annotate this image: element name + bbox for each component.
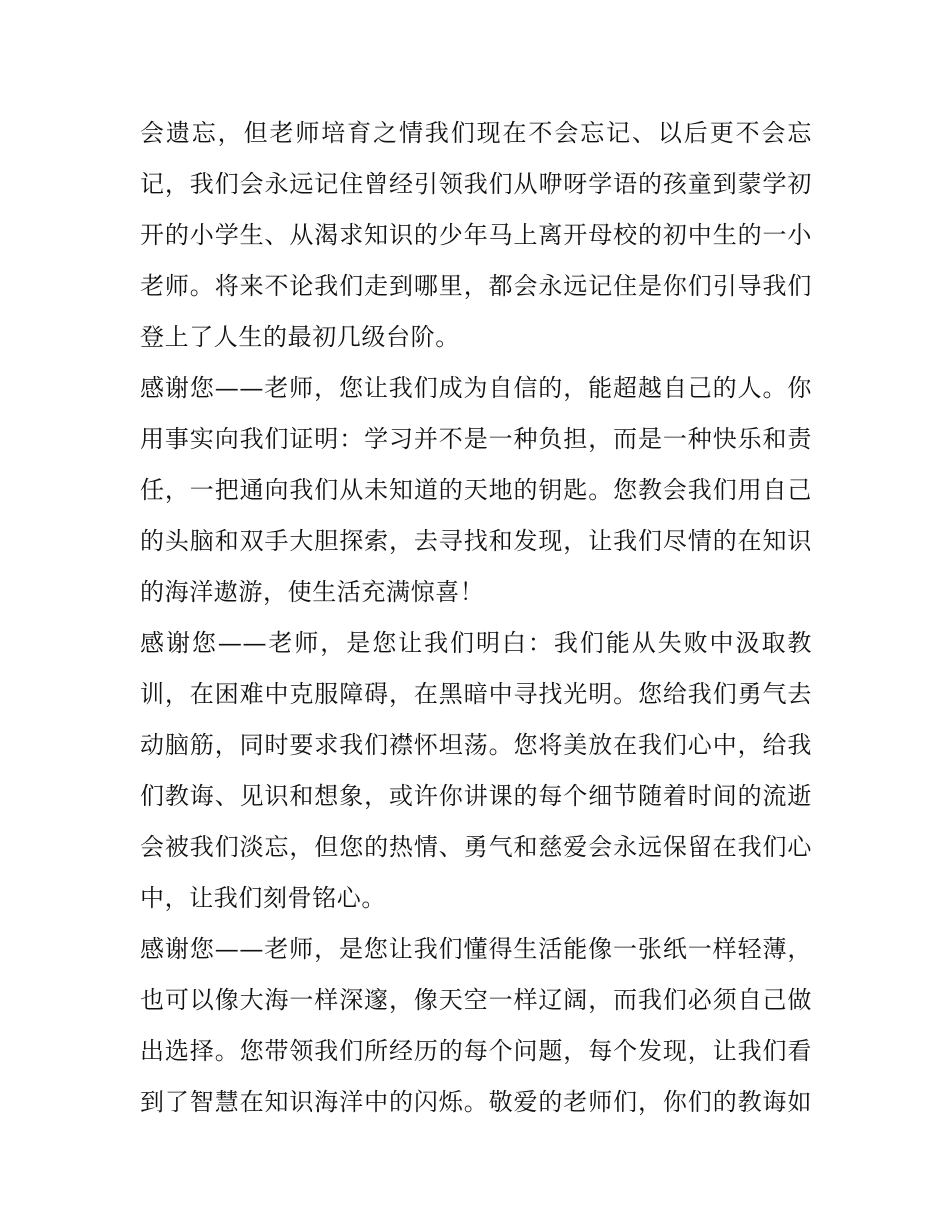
text-line: 感谢您——老师，您让我们成为自信的，能超越自己的人。你	[140, 374, 812, 402]
text-line: 会遗忘，但老师培育之情我们现在不会忘记、以后更不会忘	[140, 119, 812, 147]
text-line: 用事实向我们证明：学习并不是一种负担，而是一种快乐和责	[140, 425, 812, 453]
body-text	[140, 108, 812, 1128]
text-line: 们教诲、见识和想象，或许你讲课的每个细节随着时间的流逝	[140, 782, 812, 810]
text-line: 的头脑和双手大胆探索，去寻找和发现，让我们尽情的在知识	[140, 527, 812, 555]
text-line: 也可以像大海一样深邃，像天空一样辽阔，而我们必须自己做	[140, 986, 812, 1014]
text-line: 会被我们淡忘，但您的热情、勇气和慈爱会永远保留在我们心	[140, 833, 812, 861]
text-line: 到了智慧在知识海洋中的闪烁。敬爱的老师们，你们的教诲如	[140, 1088, 812, 1116]
text-line: 感谢您——老师，是您让我们明白：我们能从失败中汲取教	[140, 629, 812, 657]
text-line: 记，我们会永远记住曾经引领我们从咿呀学语的孩童到蒙学初	[140, 170, 812, 198]
text-line: 动脑筋，同时要求我们襟怀坦荡。您将美放在我们心中，给我	[140, 731, 812, 759]
text-line: 中，让我们刻骨铭心。	[140, 884, 386, 912]
text-line: 开的小学生、从渴求知识的少年马上离开母校的初中生的一小	[140, 221, 812, 249]
text-line: 感谢您——老师，是您让我们懂得生活能像一张纸一样轻薄，	[140, 935, 812, 963]
text-line: 的海洋遨游，使生活充满惊喜！	[140, 578, 485, 606]
text-line: 训，在困难中克服障碍，在黑暗中寻找光明。您给我们勇气去	[140, 680, 812, 708]
text-line: 出选择。您带领我们所经历的每个问题，每个发现，让我们看	[140, 1037, 812, 1065]
text-line: 任，一把通向我们从未知道的天地的钥匙。您教会我们用自己	[140, 476, 812, 504]
text-line: 登上了人生的最初几级台阶。	[140, 323, 460, 351]
text-line: 老师。将来不论我们走到哪里，都会永远记住是你们引导我们	[140, 272, 812, 300]
